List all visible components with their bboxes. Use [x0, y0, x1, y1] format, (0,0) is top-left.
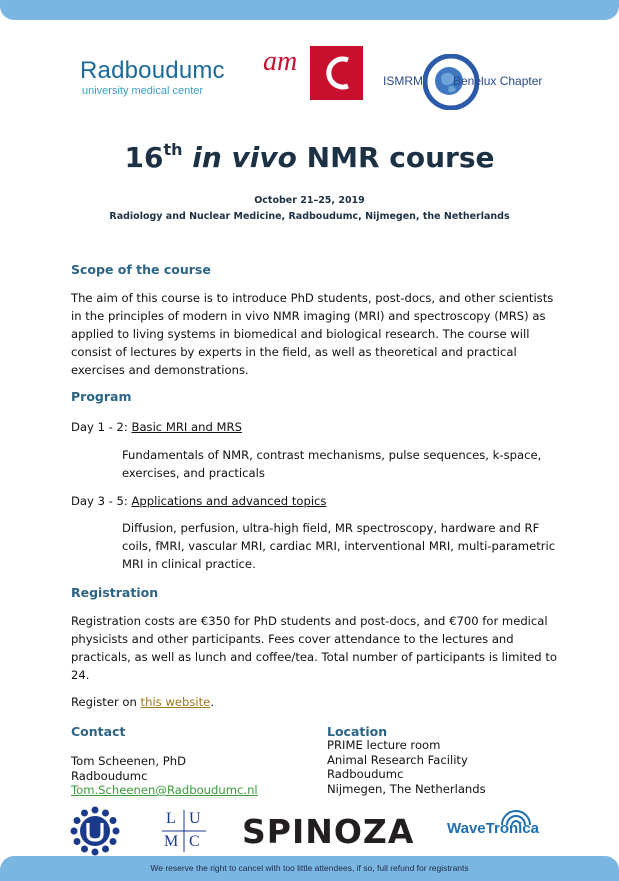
lumc-letter: L — [166, 810, 176, 827]
contact-block — [71, 754, 258, 798]
register-line: Register on this website. — [71, 695, 214, 709]
contact-name: Tom Scheenen, PhD — [71, 754, 186, 768]
lumc-letter: C — [189, 833, 200, 850]
lumc-letter: U — [189, 810, 201, 827]
register-website-link[interactable]: this website — [140, 695, 211, 709]
course-dates: October 21–25, 2019 — [254, 195, 365, 206]
program-day2-text: Diffusion, perfusion, ultra-high field, MR spectroscopy, hardware and RF coils, fMRI, vascular MRI, cardiac MRI, interventional MRI, multi-parametric MRI in clinical practice. — [122, 521, 556, 571]
lumc-letter: M — [164, 833, 179, 850]
top-banner — [0, 0, 619, 20]
location-line: Animal Research Facility — [327, 752, 468, 767]
lumc-logo — [160, 808, 208, 858]
course-venue: Radiology and Nuclear Medicine, Radboudumc, Nijmegen, the Netherlands — [109, 211, 510, 222]
program-day1: Day 1 - 2: Basic MRI and MRS — [71, 420, 242, 434]
amc-logo — [263, 46, 363, 100]
ismrm-label: ISMRM — [383, 74, 423, 88]
program-day1-title: Basic MRI and MRS — [131, 420, 242, 434]
contact-org: Radboudumc — [71, 768, 148, 783]
footer-note: We reserve the right to cancel with too little attendees, if so, full refund for registrants — [150, 863, 469, 873]
scope-heading: Scope of the course — [71, 262, 211, 277]
program-heading: Program — [71, 389, 132, 404]
program-day2-title: Applications and advanced topics — [131, 494, 327, 508]
location-line: Radboudumc — [327, 767, 404, 781]
contact-heading: Contact — [71, 724, 126, 739]
amc-logo-block — [310, 46, 363, 100]
wavetronica-logo: WaveTronica — [447, 820, 539, 837]
radboudumc-logo-name: Radboudumc — [80, 57, 225, 84]
contact-email-link[interactable]: Tom.Scheenen@Radboudumc.nl — [71, 783, 258, 797]
location-block — [327, 738, 486, 796]
program-day2: Day 3 - 5: Applications and advanced topics — [71, 494, 327, 508]
location-line: PRIME lecture room — [327, 738, 441, 752]
wave-arcs-icon — [499, 808, 533, 826]
amc-logo-text: am — [263, 46, 298, 77]
ismrm-chapter-label: Benelux Chapter — [453, 74, 543, 88]
location-heading: Location — [327, 724, 388, 739]
location-line: Nijmegen, The Netherlands — [327, 781, 486, 796]
radboudumc-logo-subtitle: university medical center — [82, 85, 204, 97]
page-title: 16th in vivo NMR course — [124, 140, 495, 174]
spinoza-logo: SPINOZA — [242, 812, 415, 851]
registration-text: Registration costs are €350 for PhD students and post-docs, and €700 for medical physicists and other participants. Fees cover attendance to the lectures and practicals, as well as lunch and coffee/tea. Total number of participants is limited to 24. — [71, 614, 557, 682]
utrecht-university-logo — [70, 806, 120, 856]
scope-text: The aim of this course is to introduce PhD students, post-docs, and other scientists in the principles of modern in vivo NMR imaging (MRI) and spectroscopy (MRS) as applied to living systems in biomedical and biological research. The course will consist of lectures by experts in the field, as well as theoretical and practical exercises and demonstrations. — [71, 291, 554, 377]
registration-heading: Registration — [71, 585, 159, 600]
radboudumc-logo — [80, 57, 225, 97]
program-day1-text: Fundamentals of NMR, contrast mechanisms, pulse sequences, k-space, exercises, and practicals — [122, 448, 542, 480]
